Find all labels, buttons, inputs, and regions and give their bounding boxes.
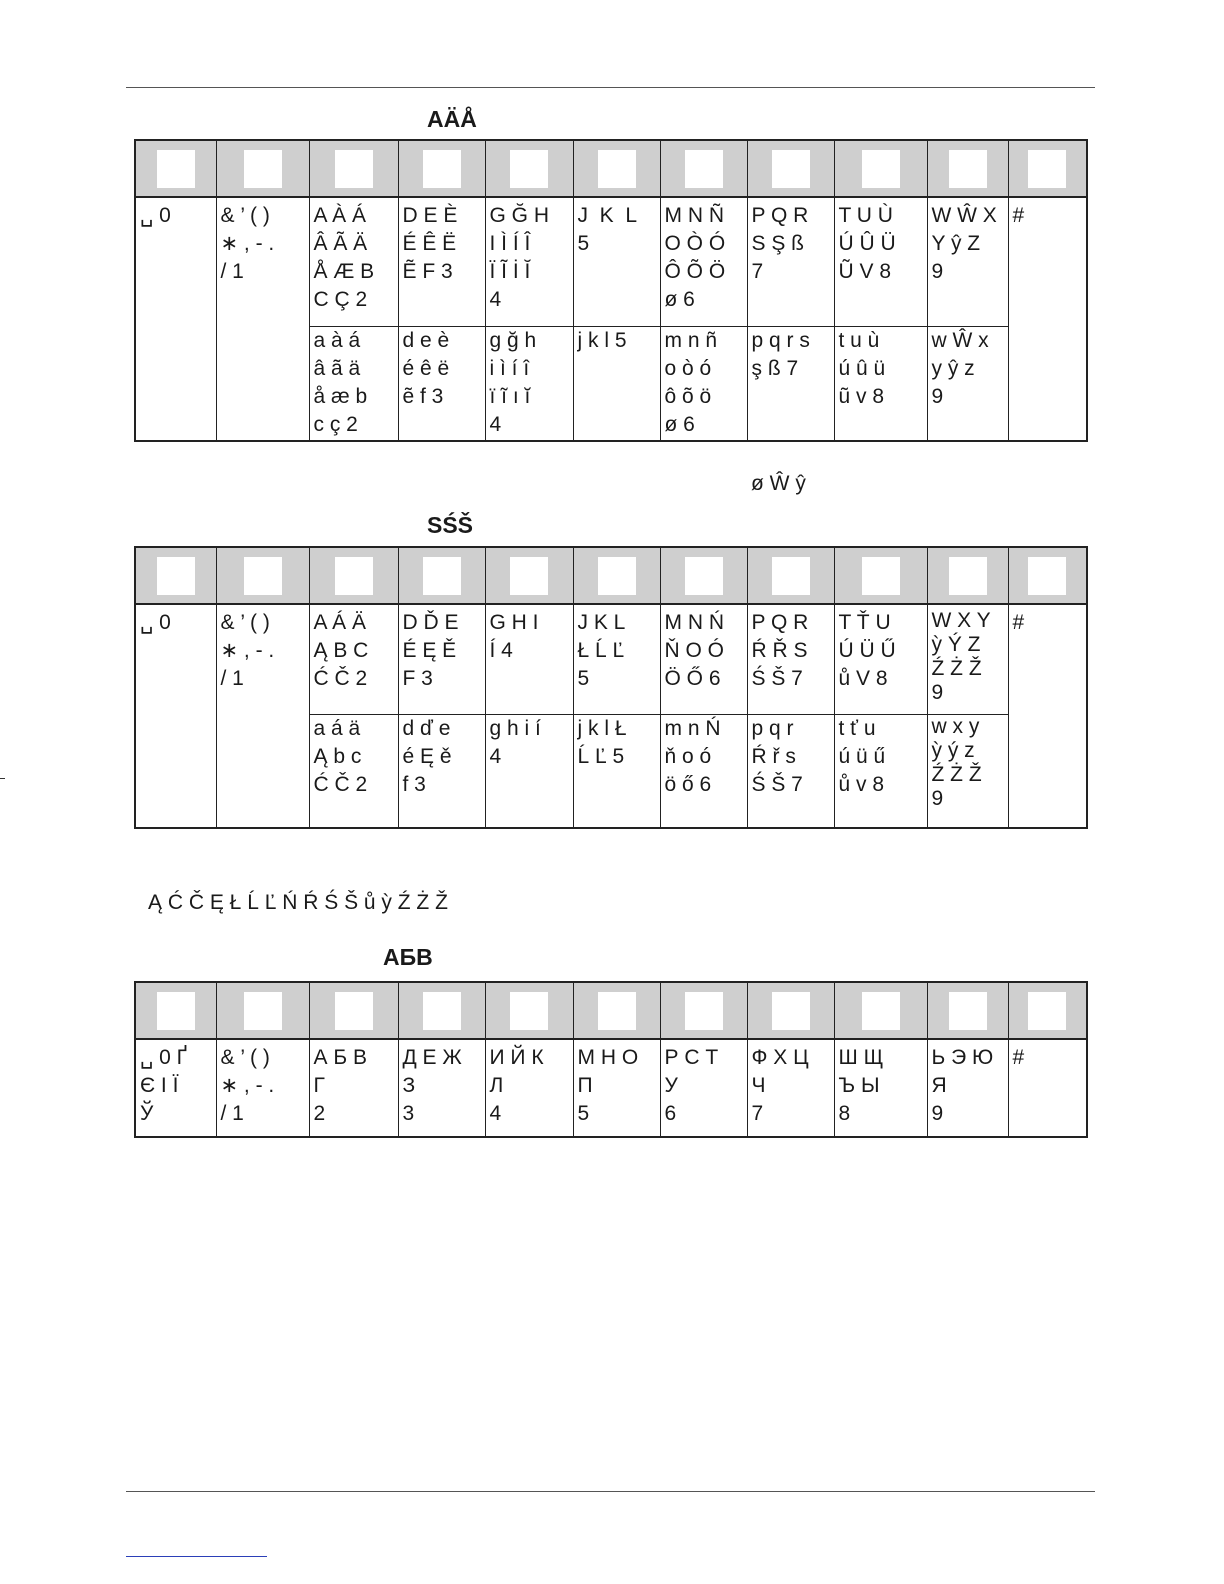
key-icon	[1028, 557, 1066, 595]
key-icon	[949, 150, 987, 188]
key-icon	[335, 992, 373, 1030]
key-icon	[510, 150, 548, 188]
key-icon	[685, 992, 723, 1030]
key-icon	[157, 150, 195, 188]
key-cell: T Ť U Ú Ü Ű ů V 8	[834, 604, 927, 714]
key-cell: T U Ù Ú Û Ü Ũ V 8	[834, 197, 927, 326]
key-cell: P Q R S Ş ß 7	[747, 197, 834, 326]
key-cell: A À Á Â Ã Ä Å Æ B C Ç 2	[309, 197, 398, 326]
key-header-row	[135, 547, 1087, 604]
footer-link-underline	[126, 1556, 267, 1557]
key-icon	[949, 557, 987, 595]
key-cell: d ď e é Ę ě f 3	[398, 714, 485, 828]
key-icon	[1028, 992, 1066, 1030]
uppercase-row	[135, 604, 1087, 714]
key-cell: j k l 5	[573, 326, 660, 441]
key-cell: m n ñ o ò ó ô õ ö ø 6	[660, 326, 747, 441]
key-icon	[423, 557, 461, 595]
key-icon	[772, 992, 810, 1030]
key-cell: & ’ ( ) ∗ , - . / 1	[216, 604, 309, 828]
key-icon	[1028, 150, 1066, 188]
key-icon	[772, 557, 810, 595]
key-cell: Р С Т У 6	[660, 1039, 747, 1137]
key-cell: M N Ń Ň O Ó Ö Ő 6	[660, 604, 747, 714]
key-cell: a à á â ã ä å æ b c ç 2	[309, 326, 398, 441]
key-cell: И Й К Л 4	[485, 1039, 573, 1137]
key-icon	[598, 992, 636, 1030]
key-cell: Ф Х Ц Ч 7	[747, 1039, 834, 1137]
key-header-row	[135, 140, 1087, 197]
key-cell: W Ŵ X Y ŷ Z 9	[927, 197, 1008, 326]
key-cell: ␣ 0	[135, 604, 216, 828]
key-cell: J K L Ł Ĺ Ľ 5	[573, 604, 660, 714]
key-icon	[244, 150, 282, 188]
key-icon	[157, 992, 195, 1030]
key-icon	[862, 992, 900, 1030]
key-icon	[244, 992, 282, 1030]
key-icon	[423, 150, 461, 188]
key-cell: w Ŵ x y ŷ z 9	[927, 326, 1008, 441]
key-cell: #	[1008, 197, 1087, 441]
special-chars-note: ø Ŵ ŷ	[751, 472, 806, 495]
key-cell: #	[1008, 1039, 1087, 1137]
key-cell: a á ä Ą b c Ć Č 2	[309, 714, 398, 828]
section-heading: AÄÅ	[427, 106, 477, 132]
key-icon	[423, 992, 461, 1030]
key-cell: t ť u ú ü ű ů v 8	[834, 714, 927, 828]
key-cell: d e è é ê ë ẽ f 3	[398, 326, 485, 441]
key-icon	[510, 557, 548, 595]
special-chars-note: Ą Ć Č Ę Ł Ĺ Ľ Ń Ŕ Ś Š ů ỳ Ź Ż Ž	[148, 891, 448, 914]
key-icon	[685, 557, 723, 595]
key-icon	[598, 150, 636, 188]
key-cell: G H I Í 4	[485, 604, 573, 714]
header-rule	[126, 87, 1095, 88]
key-cell: #	[1008, 604, 1087, 828]
key-cell: Ш Щ Ъ Ы 8	[834, 1039, 927, 1137]
key-cell: А Б В Г 2	[309, 1039, 398, 1137]
key-cell: & ’ ( ) ∗ , - . / 1	[216, 1039, 309, 1137]
key-cell: p q r Ŕ ř s Ś Š 7	[747, 714, 834, 828]
key-cell: J K L 5	[573, 197, 660, 326]
key-icon	[244, 557, 282, 595]
footer-rule	[126, 1491, 1095, 1492]
character-table	[134, 546, 1088, 829]
section-heading: SŚŠ	[427, 512, 474, 538]
key-row	[135, 1039, 1087, 1137]
key-cell: & ’ ( ) ∗ , - . / 1	[216, 197, 309, 441]
key-cell: D E È É Ê Ë Ẽ F 3	[398, 197, 485, 326]
key-cell: ␣ 0 Ґ Є І Ї Ў	[135, 1039, 216, 1137]
key-icon	[157, 557, 195, 595]
section-heading: АБВ	[383, 944, 433, 970]
key-icon	[598, 557, 636, 595]
key-cell: G Ğ H I Ì Í Î Ï Ĩ İ Ĭ 4	[485, 197, 573, 326]
key-cell: g h i í 4	[485, 714, 573, 828]
key-cell: М Н О П 5	[573, 1039, 660, 1137]
key-cell: w x y ỳ ý z Ź Ż Ž 9	[927, 714, 1008, 828]
key-cell: A Á Ä Ą B C Ć Č 2	[309, 604, 398, 714]
key-cell: W X Y ỳ Ý Z Ź Ż Ž 9	[927, 604, 1008, 714]
key-cell: P Q R Ŕ Ř S Ś Š 7	[747, 604, 834, 714]
key-cell: Д Е Ж З 3	[398, 1039, 485, 1137]
key-cell: j k l Ł Ĺ Ľ 5	[573, 714, 660, 828]
key-icon	[335, 150, 373, 188]
key-cell: t u ù ú û ü ũ v 8	[834, 326, 927, 441]
key-icon	[862, 150, 900, 188]
key-cell: Ь Э Ю Я 9	[927, 1039, 1008, 1137]
key-icon	[772, 150, 810, 188]
key-cell: ␣ 0	[135, 197, 216, 441]
key-icon	[335, 557, 373, 595]
key-cell: g ğ h i ì í î ï ĩ ı ĭ 4	[485, 326, 573, 441]
key-cell: m n Ń ň o ó ö ő 6	[660, 714, 747, 828]
key-cell: D Ď E É Ę Ě F 3	[398, 604, 485, 714]
character-table	[134, 139, 1088, 442]
key-cell: p q r s ş ß 7	[747, 326, 834, 441]
uppercase-row	[135, 197, 1087, 326]
key-header-row	[135, 982, 1087, 1039]
key-icon	[685, 150, 723, 188]
key-icon	[949, 992, 987, 1030]
key-cell: M N Ñ O Ò Ó Ô Õ Ö ø 6	[660, 197, 747, 326]
margin-mark	[0, 778, 5, 779]
key-icon	[862, 557, 900, 595]
key-icon	[510, 992, 548, 1030]
character-table	[134, 981, 1088, 1138]
